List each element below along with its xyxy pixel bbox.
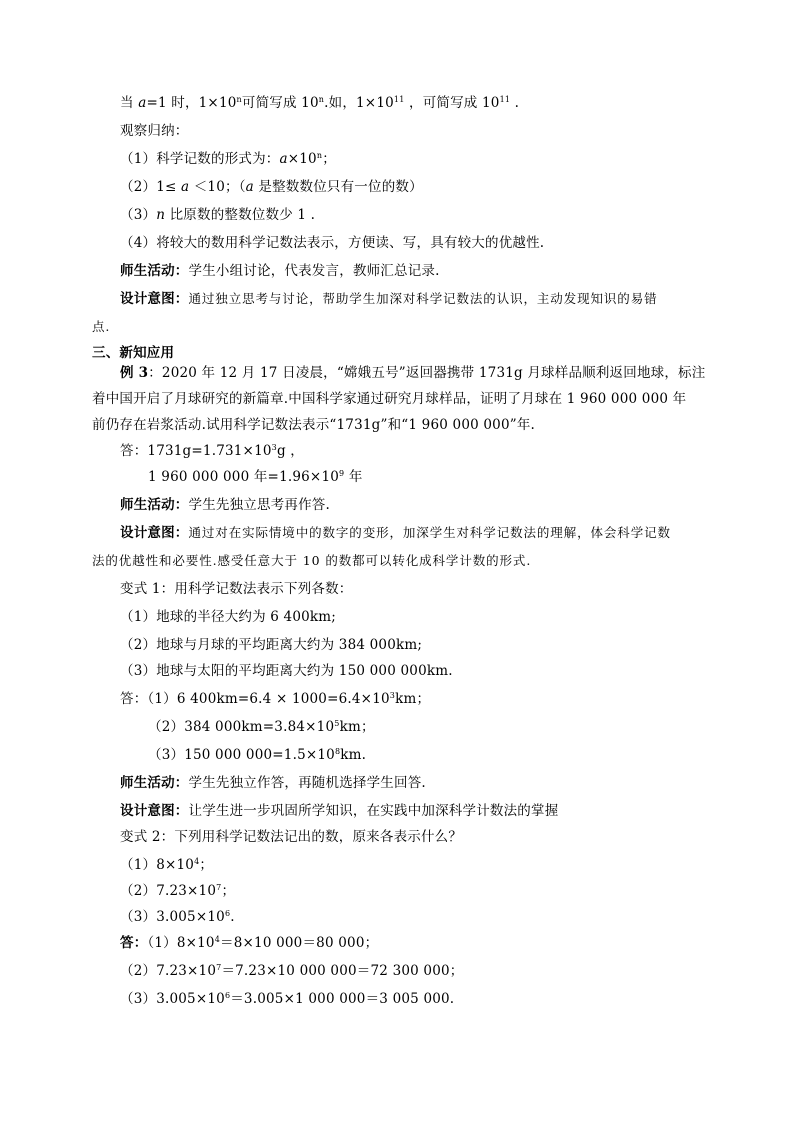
exponent: 4 (214, 935, 221, 944)
intent-text: 让学生进一步巩固所学知识，在实践中加深科学计数法的掌握 (188, 803, 559, 819)
text-span: g ， (276, 443, 304, 459)
exponent: 3 (271, 443, 277, 452)
text-span: （3） (120, 207, 157, 223)
example-3-line-2: 着中国开启了月球研究的新篇章.中国科学家通过研究月球样品，证明了月球在 1 960 000 000 年 (92, 391, 687, 407)
text-span: ＝8×10 000＝80 000； (220, 935, 379, 951)
text-span: （3）150 000 000=1.5×10 (148, 747, 335, 763)
intent-text: 通过独立思考与讨论，帮助学生加深对科学记数法的认识，主动发现知识的易错 (188, 291, 658, 306)
text-span: （2）1≤ (120, 179, 181, 195)
text-span: （3）3.005×10 (120, 909, 225, 925)
text-span: ＝3.005×1 000 000＝3 005 000. (230, 991, 455, 1007)
exponent: 7 (216, 963, 222, 972)
exponent: 3 (389, 691, 396, 700)
intent-label: 设计意图： (120, 291, 189, 307)
text-span: （2）384 000km=3.84×10 (148, 719, 335, 735)
variant-2-item-2 (120, 882, 235, 900)
text-span: ，可简写成 10 (404, 95, 500, 111)
intent-text: 通过对在实际情境中的数字的变形，加深学生对科学记数法的理解，体会科学记数 (188, 525, 671, 540)
exponent: 11 (393, 95, 405, 104)
text-span: km； (339, 719, 375, 735)
variant-2-item-3 (120, 908, 235, 926)
answer-label: 答： (120, 935, 148, 951)
text-span: （1）8×10 (147, 935, 215, 951)
variant-1-item-3: （3）地球与太阳的平均距离大约为 150 000 000km. (120, 663, 453, 679)
variable-a: a (138, 95, 147, 111)
note-line (120, 94, 519, 112)
teacher-student-activity (120, 496, 330, 514)
text-span: 答：（1）6 400km=6.4 × 1000=6.4×10 (120, 691, 390, 707)
text-span: （3）3.005×10 (120, 991, 225, 1007)
exponent: 11 (499, 95, 511, 104)
text-span: ＜10；（ (189, 179, 246, 195)
example-3-line-1 (120, 364, 705, 382)
variant-1-answer-2 (148, 718, 375, 736)
teacher-student-activity (120, 774, 426, 792)
activity-text: 学生小组讨论，代表发言，教师汇总记录. (188, 263, 440, 279)
variant-2-answer-3 (120, 990, 454, 1008)
answer-line-2 (148, 468, 363, 486)
variable-a: a (180, 179, 190, 195)
text-span: ＝7.23×10 000 000＝72 300 000； (221, 963, 464, 979)
text-span: 比原数的整数位数少 1 . (165, 207, 316, 223)
variable-a: a (245, 179, 254, 195)
answer-line-1 (120, 442, 304, 460)
design-intent (120, 802, 558, 820)
text-span: （1）科学记数的形式为： (120, 151, 280, 167)
activity-text: 学生先独立思考再作答. (188, 497, 330, 513)
intent-label: 设计意图： (120, 803, 189, 819)
exponent: n (236, 95, 242, 104)
variant-1-item-1: （1）地球的半径大约为 6 400km; (120, 609, 337, 625)
text-span: km； (395, 691, 431, 707)
design-intent (120, 524, 671, 542)
text-span: 当 (120, 95, 139, 111)
exponent: 6 (224, 991, 231, 1000)
text-span: （2）7.23×10 (120, 883, 217, 899)
variant-1-heading: 变式 1：用科学记数法表示下列各数： (120, 581, 353, 597)
text-span: 年 (344, 469, 363, 485)
activity-label: 师生活动： (120, 497, 189, 513)
activity-text: 学生先独立作答，再随机选择学生回答. (188, 775, 426, 791)
observe-summary-heading: 观察归纳： (120, 123, 189, 139)
exponent: 7 (216, 883, 222, 892)
variant-1-item-2: （2）地球与月球的平均距离大约为 384 000km; (120, 637, 423, 653)
variable-a: a (279, 151, 288, 167)
text-span: . (510, 95, 520, 111)
summary-item-1 (120, 150, 336, 168)
variant-1-answer-1 (120, 690, 430, 708)
exponent: 6 (224, 909, 231, 918)
summary-item-4: （4）将较大的数用科学记数法表示，方便读、写，具有较大的优越性. (120, 235, 545, 251)
exponent: n (318, 95, 325, 104)
summary-item-2 (120, 178, 423, 196)
text-span: .如，1×10 (324, 95, 394, 111)
section-heading: 三、新知应用 (92, 345, 175, 361)
text-span: ； (322, 151, 336, 167)
exponent: 4 (194, 857, 200, 866)
variant-2-answer-1 (120, 934, 378, 952)
text-span: =1 时，1×10 (146, 95, 237, 111)
design-intent (120, 290, 658, 308)
text-span: 是整数数位只有一位的数） (253, 179, 423, 195)
activity-label: 师生活动： (120, 775, 189, 791)
example-label: 例 3 (120, 365, 149, 381)
exponent: n (316, 151, 323, 160)
exponent: 5 (334, 719, 340, 728)
intent-label: 设计意图： (120, 525, 189, 541)
exponent: 9 (339, 469, 345, 478)
text-span: ； (221, 883, 236, 899)
variant-2-heading: 变式 2：下列用科学记数法记出的数，原来各表示什么？ (120, 829, 463, 845)
text-span: （1）8×10 (120, 857, 195, 873)
text-span: （2）7.23×10 (120, 963, 217, 979)
design-intent-continued: 法的优越性和必要性.感受任意大于 10 的数都可以转化成科学计数的形式. (92, 553, 532, 568)
text-span: ×10 (287, 151, 317, 167)
variant-2-answer-2 (120, 962, 464, 980)
exponent: 8 (334, 747, 341, 756)
text-span: 答：1731g=1.731×10 (120, 443, 272, 459)
example-text: ：2020 年 12 月 17 日凌晨，“嫦娥五号”返回器携带 1731g 月球样品顺利返回地球，标注 (148, 365, 706, 381)
variant-1-answer-3 (148, 746, 366, 764)
design-intent-continued: 点. (92, 319, 111, 334)
text-span: ； (199, 857, 214, 873)
text-span: km. (340, 747, 367, 763)
text-span: . (230, 909, 235, 925)
teacher-student-activity (120, 262, 440, 280)
summary-item-3 (120, 206, 315, 224)
example-3-line-3: 前仍存在岩浆活动.试用科学记数法表示“1731g”和“1 960 000 000”年. (92, 417, 536, 433)
activity-label: 师生活动： (120, 263, 189, 279)
text-span: 1 960 000 000 年=1.96×10 (148, 469, 340, 485)
variant-2-item-1 (120, 856, 213, 874)
variable-n: n (156, 207, 166, 223)
text-span: 可简写成 10 (241, 95, 319, 111)
